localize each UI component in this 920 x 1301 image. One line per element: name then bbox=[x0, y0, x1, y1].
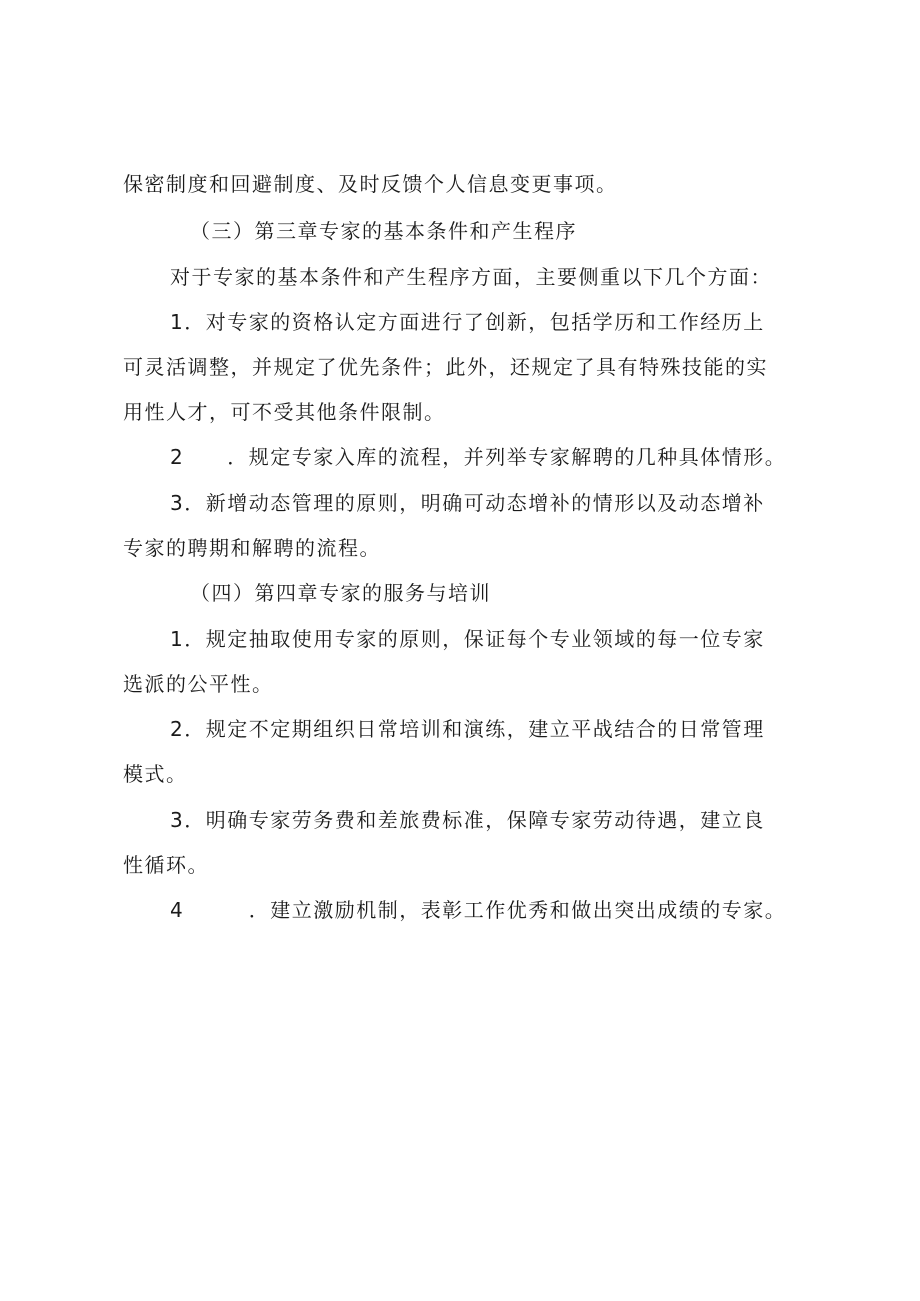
paragraph-line: 选派的公平性。 bbox=[123, 672, 274, 696]
paragraph-line: 保密制度和回避制度、及时反馈个人信息变更事项。 bbox=[123, 172, 618, 196]
paragraph-line: 性循环。 bbox=[123, 853, 209, 877]
list-item: 3．明确专家劳务费和差旅费标准，保障专家劳动待遇，建立良 bbox=[170, 808, 765, 832]
paragraph-line: 模式。 bbox=[123, 762, 188, 786]
section-heading: （三）第三章专家的基本条件和产生程序 bbox=[190, 219, 577, 243]
paragraph-line: 用性人才，可不受其他条件限制。 bbox=[123, 400, 446, 424]
list-item: 1．对专家的资格认定方面进行了创新，包括学历和工作经历上 bbox=[170, 310, 765, 334]
section-heading: （四）第四章专家的服务与培训 bbox=[190, 581, 491, 605]
paragraph-line: 可灵活调整，并规定了优先条件；此外，还规定了具有特殊技能的实 bbox=[123, 355, 768, 379]
paragraph-line: 专家的聘期和解聘的流程。 bbox=[123, 536, 381, 560]
list-item: 3．新增动态管理的原则，明确可动态增补的情形以及动态增补 bbox=[170, 491, 765, 515]
list-item: 2 ．规定专家入库的流程，并列举专家解聘的几种具体情形。 bbox=[170, 445, 787, 469]
list-item: 4 ．建立激励机制，表彰工作优秀和做出突出成绩的专家。 bbox=[170, 898, 787, 922]
paragraph-line: 对于专家的基本条件和产生程序方面，主要侧重以下几个方面： bbox=[170, 265, 772, 289]
list-item: 1．规定抽取使用专家的原则，保证每个专业领域的每一位专家 bbox=[170, 627, 765, 651]
list-item: 2．规定不定期组织日常培训和演练，建立平战结合的日常管理 bbox=[170, 717, 765, 741]
